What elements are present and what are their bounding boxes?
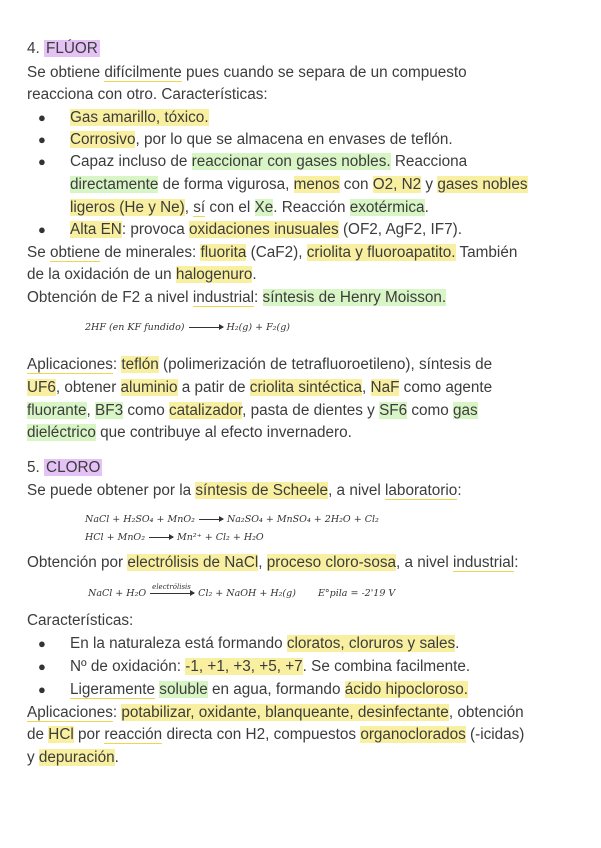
arrow-icon — [189, 327, 223, 328]
bullet-icon: ● — [38, 154, 46, 169]
paragraph-line: reacciona con otro. Características: — [27, 86, 268, 103]
handwritten-equation-hcl: HCl + MnO₂ Mn²⁺ + Cl₂ + H₂O — [85, 532, 264, 543]
paragraph-line: Obtención por electrólisis de NaCl, proceso cloro-sosa, a nivel industrial: — [27, 554, 519, 571]
paragraph-line: y depuración. — [27, 749, 119, 766]
arrow-icon: electrólisis — [150, 593, 194, 594]
paragraph-line: Se obtiene de minerales: fluorita (CaF2), criolita y fluoroapatito. También — [27, 244, 518, 261]
bullet-item: Capaz incluso de reaccionar con gases nobles. Reacciona — [70, 153, 468, 170]
bullet-icon: ● — [38, 110, 46, 125]
bullet-icon: ● — [38, 132, 46, 147]
section-heading-fluor: 4. FLÚOR — [27, 40, 98, 57]
paragraph-line: dieléctrico que contribuye al efecto invernadero. — [27, 424, 352, 441]
paragraph-line: Características: — [27, 612, 134, 629]
paragraph-line: Se obtiene difícilmente pues cuando se separa de un compuesto — [27, 64, 467, 81]
bullet-icon: ● — [38, 682, 46, 697]
bullet-item: Nº de oxidación: -1, +1, +3, +5, +7. Se combina facilmente. — [70, 658, 471, 675]
bullet-item: Alta EN: provoca oxidaciones inusuales (OF2, AgF2, IF7). — [70, 221, 462, 238]
bullet-icon: ● — [38, 636, 46, 651]
bullet-item-cont: directamente de forma vigurosa, menos con O2, N2 y gases nobles — [70, 176, 528, 193]
bullet-item: Ligeramente soluble en agua, formando ácido hipocloroso. — [70, 681, 469, 698]
paragraph-line: Obtención de F2 a nivel industrial: síntesis de Henry Moisson. — [27, 289, 447, 306]
bullet-item: Gas amarillo, tóxico. — [70, 109, 209, 126]
paragraph-line: fluorante, BF3 como catalizador, pasta de dientes y SF6 como gas — [27, 402, 478, 419]
handwritten-equation-scheele: NaCl + H₂SO₄ + MnO₂ Na₂SO₄ + MnSO₄ + 2H₂O + Cl₂ — [85, 514, 379, 525]
bullet-icon: ● — [38, 659, 46, 674]
paragraph-line: de HCl por reacción directa con H2, compuestos organoclorados (-icidas) — [27, 726, 525, 743]
bullet-icon: ● — [38, 222, 46, 237]
handwritten-equation-electrolysis: NaCl + H₂O electrólisis Cl₂ + NaOH + H₂(g) E°pila = -2'19 V — [88, 583, 396, 599]
bullet-item-cont: ligeros (He y Ne), sí con el Xe. Reacción exotérmica. — [70, 199, 429, 216]
section-heading-cloro: 5. CLORO — [27, 459, 101, 476]
arrow-icon — [149, 537, 173, 538]
paragraph-line: Se puede obtener por la síntesis de Scheele, a nivel laboratorio: — [27, 482, 462, 499]
handwritten-equation-f2: 2HF (en KF fundido) H₂(g) + F₂(g) — [85, 322, 290, 333]
bullet-item: Corrosivo, por lo que se almacena en envases de teflón. — [70, 131, 453, 148]
paragraph-line: Aplicaciones: teflón (polimerización de tetrafluoroetileno), síntesis de — [27, 356, 493, 373]
arrow-icon — [199, 519, 223, 520]
bullet-item: En la naturaleza está formando cloratos, cloruros y sales. — [70, 635, 460, 652]
paragraph-line: de la oxidación de un halogenuro. — [27, 266, 257, 283]
paragraph-line: Aplicaciones: potabilizar, oxidante, blanqueante, desinfectante, obtención — [27, 704, 524, 721]
paragraph-line: UF6, obtener aluminio a patir de criolita sintéctica, NaF como agente — [27, 379, 493, 396]
